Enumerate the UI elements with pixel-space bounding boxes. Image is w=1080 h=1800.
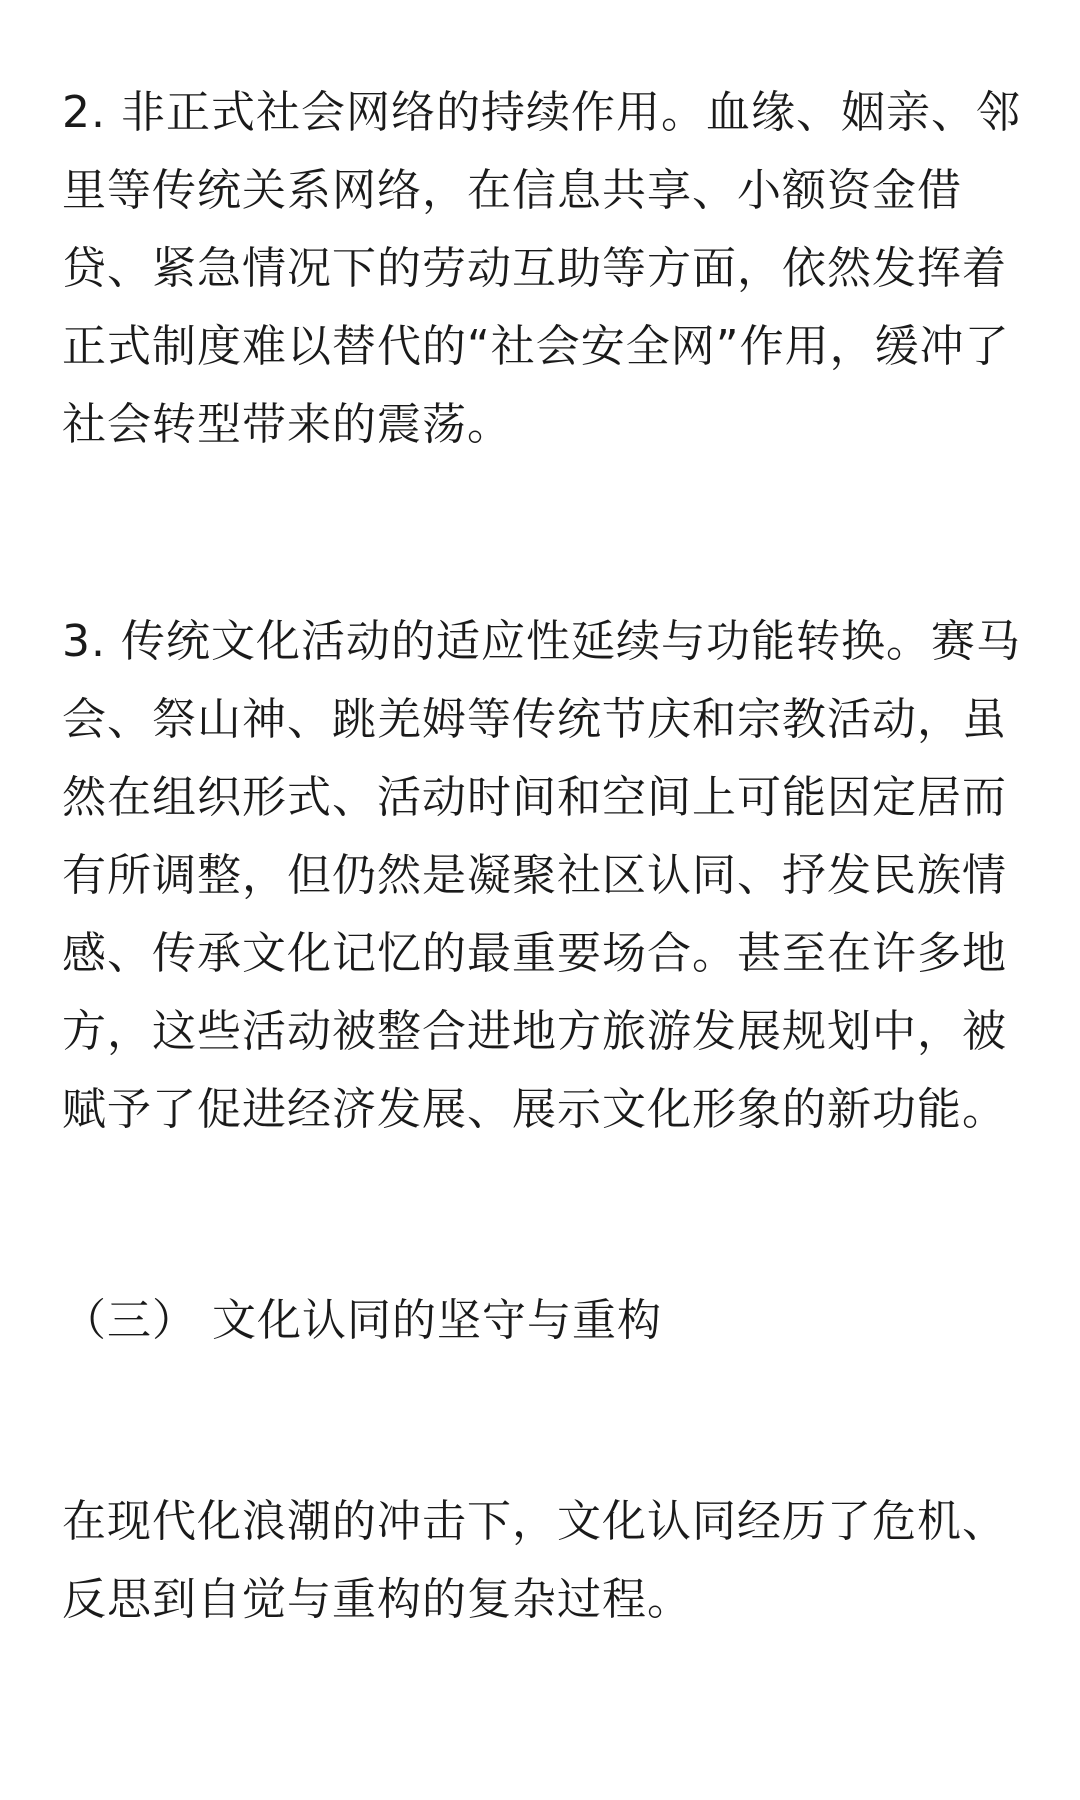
paragraph-cultural-identity-intro: 在现代化浪潮的冲击下，文化认同经历了危机、反思到自觉与重构的复杂过程。 [62,1496,1007,1625]
paragraph-informal-networks: 2. 非正式社会网络的持续作用。血缘、姻亲、邻里等传统关系网络，在信息共享、小额资金借贷、紧急情况下的劳动互助等方面，依然发挥着正式制度难以替代的“社会安全网”作用，缓冲了社会转型带来的震荡。 [62,87,1021,450]
section-heading: （三） 文化认同的坚守与重构 [62,1295,662,1346]
paragraph-traditional-activities: 3. 传统文化活动的适应性延续与功能转换。赛马会、祭山神、跳羌姆等传统节庆和宗教活动，虽然在组织形式、活动时间和空间上可能因定居而有所调整，但仍然是凝聚社区认同、抒发民族情感、传承文化记忆的最重要场合。甚至在许多地方，这些活动被整合进地方旅游发展规划中，被赋予了促进经济发展、展示文化形象的新功能。 [62,616,1021,1135]
